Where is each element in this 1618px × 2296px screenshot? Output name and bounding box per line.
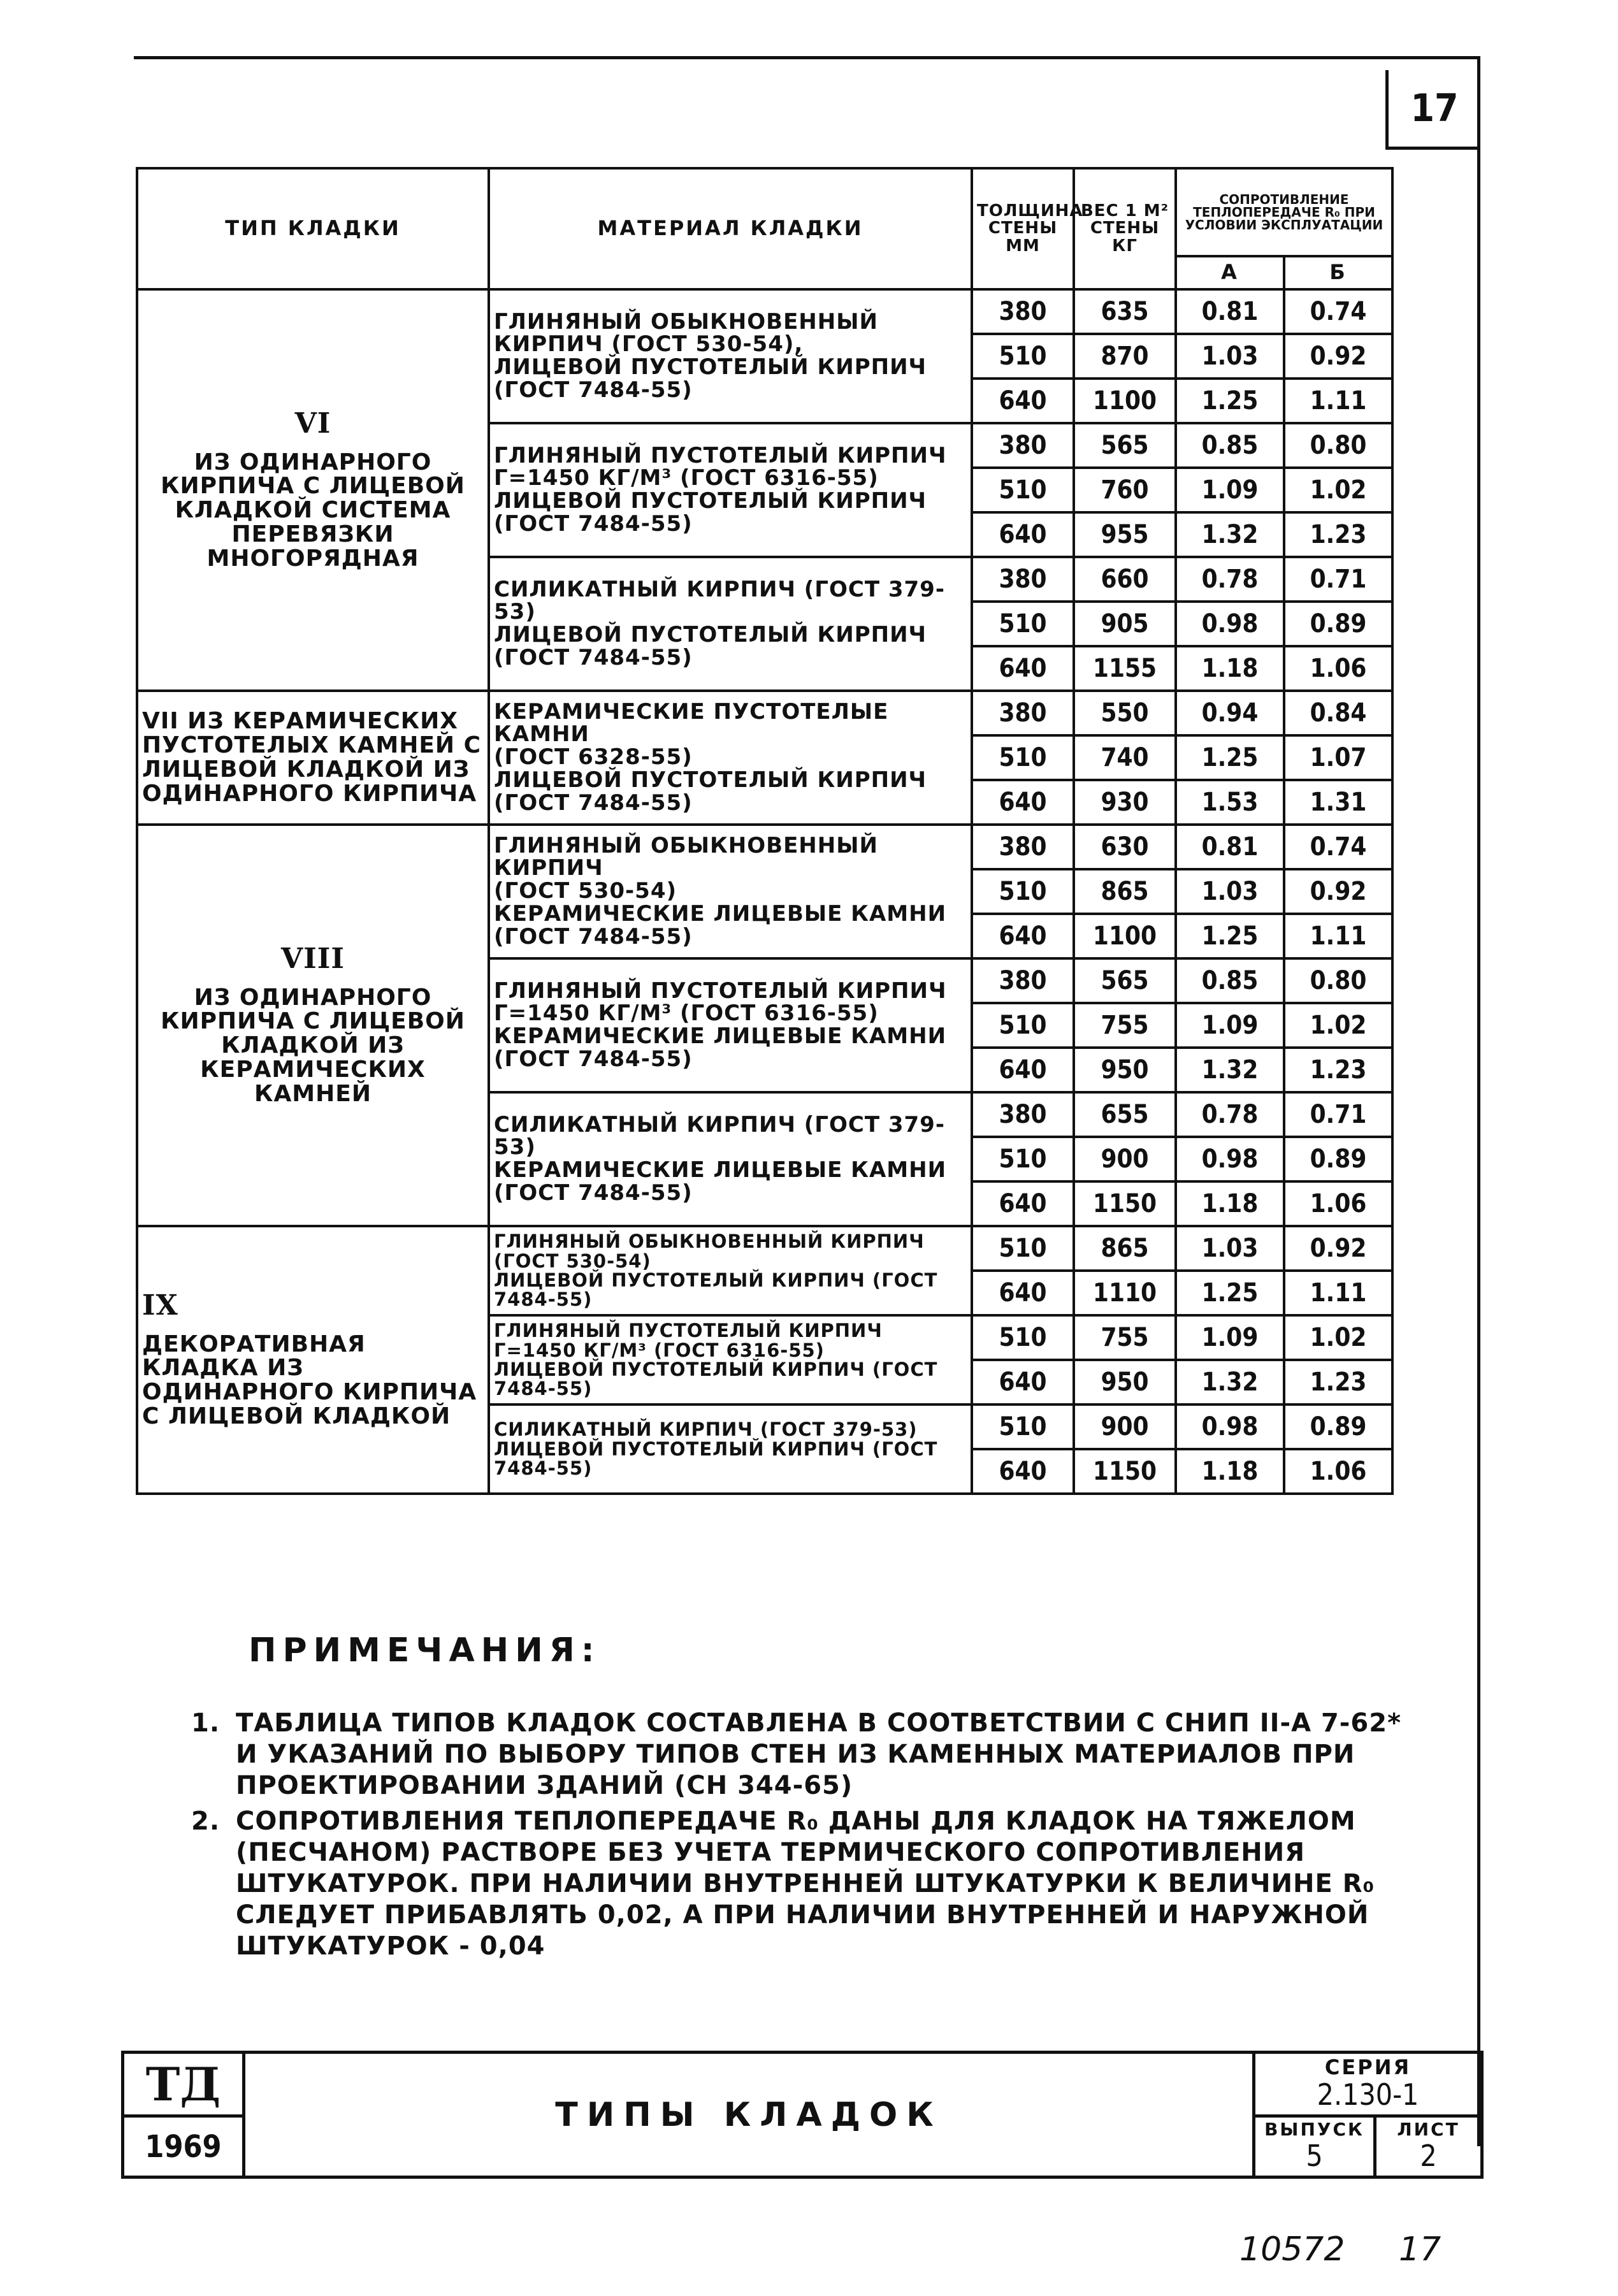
weight-value: 655 <box>1074 1092 1176 1137</box>
note-item <box>191 1708 1402 1801</box>
thickness-value: 640 <box>972 512 1074 557</box>
weight-value: 565 <box>1074 958 1176 1003</box>
resistance-a-value: 0.85 <box>1176 423 1284 468</box>
header-thickness: ТОЛЩИНА СТЕНЫ ММ <box>972 168 1074 289</box>
type-number: IX <box>142 1289 178 1322</box>
note-number: 2. <box>191 1807 220 1837</box>
resistance-a-value: 1.09 <box>1176 1003 1284 1048</box>
thickness-value: 380 <box>972 1092 1074 1137</box>
series-cell <box>1254 2053 1482 2116</box>
sheet-label: ЛИСТ <box>1397 2118 1460 2140</box>
material-cell: ГЛИНЯНЫЙ ОБЫКНОВЕННЫЙ КИРПИЧ (ГОСТ 530-54), ЛИЦЕВОЙ ПУСТОТЕЛЫЙ КИРПИЧ (ГОСТ 7484-55) <box>489 289 972 423</box>
header-type: ТИП КЛАДКИ <box>137 168 489 289</box>
resistance-a-value: 1.09 <box>1176 1315 1284 1360</box>
resistance-a-value: 1.18 <box>1176 646 1284 691</box>
weight-value: 1100 <box>1074 379 1176 423</box>
drawing-title: ТИПЫ КЛАДОК <box>244 2053 1254 2177</box>
resistance-b-value: 1.02 <box>1284 468 1392 512</box>
resistance-b-value: 1.11 <box>1284 914 1392 958</box>
weight-value: 900 <box>1074 1404 1176 1449</box>
weight-value: 865 <box>1074 869 1176 914</box>
resistance-a-value: 0.98 <box>1176 1404 1284 1449</box>
weight-value: 1150 <box>1074 1449 1176 1494</box>
year: 1969 <box>123 2116 244 2177</box>
resistance-a-value: 0.78 <box>1176 557 1284 602</box>
page-number: 17 <box>1385 70 1480 150</box>
sheet-value: 2 <box>1420 2138 1437 2173</box>
resistance-b-value: 1.02 <box>1284 1003 1392 1048</box>
resistance-b-value: 0.89 <box>1284 1137 1392 1181</box>
resistance-a-value: 1.03 <box>1176 869 1284 914</box>
table-row <box>137 691 1392 735</box>
resistance-b-value: 0.74 <box>1284 289 1392 334</box>
weight-value: 950 <box>1074 1360 1176 1404</box>
header-condition-a: А <box>1176 256 1284 289</box>
material-cell: ГЛИНЯНЫЙ ОБЫКНОВЕННЫЙ КИРПИЧ (ГОСТ 530-54) КЕРАМИЧЕСКИЕ ЛИЦЕВЫЕ КАМНИ (ГОСТ 7484-55) <box>489 825 972 958</box>
resistance-a-value: 1.25 <box>1176 914 1284 958</box>
resistance-a-value: 1.32 <box>1176 512 1284 557</box>
resistance-b-value: 1.23 <box>1284 1360 1392 1404</box>
thickness-value: 640 <box>972 379 1074 423</box>
resistance-a-value: 0.78 <box>1176 1092 1284 1137</box>
header-resistance: СОПРОТИВЛЕНИЕ ТЕПЛОПЕРЕДАЧЕ R₀ ПРИ УСЛОВИИ ЭКСПЛУАТАЦИИ <box>1176 168 1392 256</box>
thickness-value: 380 <box>972 289 1074 334</box>
type-description: ИЗ ОДИНАРНОГО КИРПИЧА С ЛИЦЕВОЙ КЛАДКОЙ СИСТЕМА ПЕРЕВЯЗКИ МНОГОРЯДНАЯ <box>161 449 465 572</box>
masonry-types-table <box>136 167 1394 1495</box>
resistance-b-value: 1.31 <box>1284 780 1392 825</box>
frame-top-line <box>134 56 1477 59</box>
resistance-b-value: 0.92 <box>1284 334 1392 379</box>
note-text: СОПРОТИВЛЕНИЯ ТЕПЛОПЕРЕДАЧЕ R₀ ДАНЫ ДЛЯ КЛАДОК НА ТЯЖЕЛОМ (ПЕСЧАНОМ) РАСТВОРЕ БЕЗ УЧЕТА ТЕРМИЧЕСКОГО СОПРОТИВЛЕНИЯ ШТУКАТУРОК. ПРИ НАЛИЧИИ ВНУТРЕННЕЙ ШТУКАТУРКИ К ВЕЛИЧИНЕ R₀ СЛЕДУЕТ ПРИБАВЛЯТЬ 0,02, А ПРИ НАЛИЧИИ ВНУТРЕННЕЙ И НАРУЖНОЙ ШТУКАТУРОК - 0,04 <box>236 1807 1375 1961</box>
material-cell: СИЛИКАТНЫЙ КИРПИЧ (ГОСТ 379-53) ЛИЦЕВОЙ ПУСТОТЕЛЫЙ КИРПИЧ (ГОСТ 7484-55) <box>489 1404 972 1494</box>
issue-cell <box>1254 2116 1375 2177</box>
table-row <box>137 825 1392 869</box>
thickness-value: 380 <box>972 691 1074 735</box>
weight-value: 740 <box>1074 735 1176 780</box>
title-block <box>121 2051 1484 2179</box>
issue-value: 5 <box>1306 2138 1323 2173</box>
table-row <box>137 1226 1392 1271</box>
type-cell-ix <box>137 1226 489 1494</box>
resistance-b-value: 0.84 <box>1284 691 1392 735</box>
weight-value: 755 <box>1074 1003 1176 1048</box>
resistance-b-value: 1.23 <box>1284 1048 1392 1092</box>
notes-title: ПРИМЕЧАНИЯ: <box>249 1631 601 1670</box>
thickness-value: 510 <box>972 334 1074 379</box>
thickness-value: 380 <box>972 825 1074 869</box>
resistance-a-value: 1.18 <box>1176 1449 1284 1494</box>
series-value: 2.130-1 <box>1317 2077 1419 2112</box>
header-condition-b: Б <box>1284 256 1392 289</box>
org-mark: ТД <box>123 2053 244 2116</box>
thickness-value: 640 <box>972 1181 1074 1226</box>
notes-section <box>191 1631 1402 1967</box>
material-cell: СИЛИКАТНЫЙ КИРПИЧ (ГОСТ 379-53) КЕРАМИЧЕСКИЕ ЛИЦЕВЫЕ КАМНИ (ГОСТ 7484-55) <box>489 1092 972 1226</box>
handwritten-page: 17 <box>1399 2230 1441 2269</box>
resistance-b-value: 0.71 <box>1284 557 1392 602</box>
header-material: МАТЕРИАЛ КЛАДКИ <box>489 168 972 289</box>
material-cell: ГЛИНЯНЫЙ ПУСТОТЕЛЫЙ КИРПИЧ Γ=1450 КГ/М³ (ГОСТ 6316-55) ЛИЦЕВОЙ ПУСТОТЕЛЫЙ КИРПИЧ (ГОСТ 7484-55) <box>489 1315 972 1404</box>
material-cell: ГЛИНЯНЫЙ ПУСТОТЕЛЫЙ КИРПИЧ Γ=1450 КГ/М³ (ГОСТ 6316-55) КЕРАМИЧЕСКИЕ ЛИЦЕВЫЕ КАМНИ (ГОСТ 7484-55) <box>489 958 972 1092</box>
sheet-cell <box>1375 2116 1482 2177</box>
resistance-b-value: 1.06 <box>1284 1181 1392 1226</box>
thickness-value: 510 <box>972 1226 1074 1271</box>
weight-value: 900 <box>1074 1137 1176 1181</box>
resistance-a-value: 1.18 <box>1176 1181 1284 1226</box>
thickness-value: 510 <box>972 602 1074 646</box>
thickness-value: 380 <box>972 423 1074 468</box>
resistance-b-value: 1.06 <box>1284 646 1392 691</box>
type-cell-vii: VII ИЗ КЕРАМИЧЕСКИХ ПУСТОТЕЛЫХ КАМНЕЙ С ЛИЦЕВОЙ КЛАДКОЙ ИЗ ОДИНАРНОГО КИРПИЧА <box>137 691 489 825</box>
thickness-value: 640 <box>972 1360 1074 1404</box>
weight-value: 755 <box>1074 1315 1176 1360</box>
resistance-b-value: 1.23 <box>1284 512 1392 557</box>
header-weight: ВЕС 1 М² СТЕНЫ КГ <box>1074 168 1176 289</box>
weight-value: 760 <box>1074 468 1176 512</box>
weight-value: 1155 <box>1074 646 1176 691</box>
resistance-a-value: 0.98 <box>1176 1137 1284 1181</box>
thickness-value: 640 <box>972 1449 1074 1494</box>
resistance-a-value: 1.03 <box>1176 1226 1284 1271</box>
note-number: 1. <box>191 1708 220 1738</box>
resistance-a-value: 0.81 <box>1176 289 1284 334</box>
issue-label: ВЫПУСК <box>1264 2118 1364 2140</box>
resistance-a-value: 0.94 <box>1176 691 1284 735</box>
resistance-b-value: 1.07 <box>1284 735 1392 780</box>
weight-value: 905 <box>1074 602 1176 646</box>
resistance-a-value: 1.32 <box>1176 1048 1284 1092</box>
weight-value: 870 <box>1074 334 1176 379</box>
thickness-value: 640 <box>972 780 1074 825</box>
resistance-b-value: 1.11 <box>1284 1271 1392 1315</box>
resistance-b-value: 0.80 <box>1284 958 1392 1003</box>
type-number: VI <box>294 407 331 440</box>
type-description: ИЗ ОДИНАРНОГО КИРПИЧА С ЛИЦЕВОЙ КЛАДКОЙ ИЗ КЕРАМИЧЕСКИХ КАМНЕЙ <box>161 984 465 1107</box>
weight-value: 1150 <box>1074 1181 1176 1226</box>
series-label: СЕРИЯ <box>1324 2054 1412 2079</box>
resistance-a-value: 1.53 <box>1176 780 1284 825</box>
resistance-b-value: 0.92 <box>1284 869 1392 914</box>
thickness-value: 380 <box>972 557 1074 602</box>
table-row <box>137 289 1392 334</box>
material-cell: КЕРАМИЧЕСКИЕ ПУСТОТЕЛЫЕ КАМНИ (ГОСТ 6328-55) ЛИЦЕВОЙ ПУСТОТЕЛЫЙ КИРПИЧ (ГОСТ 7484-55) <box>489 691 972 825</box>
thickness-value: 640 <box>972 646 1074 691</box>
thickness-value: 510 <box>972 1404 1074 1449</box>
weight-value: 660 <box>1074 557 1176 602</box>
note-item <box>191 1806 1402 1961</box>
resistance-a-value: 0.81 <box>1176 825 1284 869</box>
weight-value: 950 <box>1074 1048 1176 1092</box>
resistance-b-value: 0.74 <box>1284 825 1392 869</box>
weight-value: 955 <box>1074 512 1176 557</box>
resistance-b-value: 0.71 <box>1284 1092 1392 1137</box>
thickness-value: 640 <box>972 1048 1074 1092</box>
thickness-value: 640 <box>972 914 1074 958</box>
resistance-b-value: 0.80 <box>1284 423 1392 468</box>
thickness-value: 510 <box>972 468 1074 512</box>
resistance-b-value: 0.89 <box>1284 602 1392 646</box>
resistance-b-value: 0.89 <box>1284 1404 1392 1449</box>
thickness-value: 640 <box>972 1271 1074 1315</box>
weight-value: 1110 <box>1074 1271 1176 1315</box>
type-number: VIII <box>281 942 345 976</box>
material-cell: ГЛИНЯНЫЙ ОБЫКНОВЕННЫЙ КИРПИЧ (ГОСТ 530-54) ЛИЦЕВОЙ ПУСТОТЕЛЫЙ КИРПИЧ (ГОСТ 7484-55) <box>489 1226 972 1315</box>
material-cell: СИЛИКАТНЫЙ КИРПИЧ (ГОСТ 379-53) ЛИЦЕВОЙ ПУСТОТЕЛЫЙ КИРПИЧ (ГОСТ 7484-55) <box>489 557 972 691</box>
weight-value: 565 <box>1074 423 1176 468</box>
type-cell-vi <box>137 289 489 691</box>
weight-value: 1100 <box>1074 914 1176 958</box>
thickness-value: 510 <box>972 1137 1074 1181</box>
thickness-value: 510 <box>972 735 1074 780</box>
weight-value: 630 <box>1074 825 1176 869</box>
resistance-a-value: 1.25 <box>1176 735 1284 780</box>
handwritten-code: 10572 <box>1239 2230 1345 2269</box>
resistance-a-value: 1.09 <box>1176 468 1284 512</box>
type-description: ДЕКОРАТИВНАЯ КЛАДКА ИЗ ОДИНАРНОГО КИРПИЧА С ЛИЦЕВОЙ КЛАДКОЙ <box>142 1331 477 1429</box>
resistance-a-value: 0.85 <box>1176 958 1284 1003</box>
resistance-b-value: 1.02 <box>1284 1315 1392 1360</box>
resistance-a-value: 1.25 <box>1176 379 1284 423</box>
note-text: ТАБЛИЦА ТИПОВ КЛАДОК СОСТАВЛЕНА В СООТВЕТСТВИИ С СНИП II-А 7-62* И УКАЗАНИЙ ПО ВЫБОРУ ТИПОВ СТЕН ИЗ КАМЕННЫХ МАТЕРИАЛОВ ПРИ ПРОЕКТИРОВАНИИ ЗДАНИЙ (СН 344-65) <box>236 1708 1401 1800</box>
resistance-b-value: 0.92 <box>1284 1226 1392 1271</box>
frame-right-line <box>1477 56 1480 2146</box>
thickness-value: 510 <box>972 869 1074 914</box>
resistance-a-value: 0.98 <box>1176 602 1284 646</box>
thickness-value: 380 <box>972 958 1074 1003</box>
thickness-value: 510 <box>972 1003 1074 1048</box>
resistance-b-value: 1.11 <box>1284 379 1392 423</box>
weight-value: 635 <box>1074 289 1176 334</box>
resistance-a-value: 1.25 <box>1176 1271 1284 1315</box>
weight-value: 930 <box>1074 780 1176 825</box>
resistance-a-value: 1.03 <box>1176 334 1284 379</box>
weight-value: 550 <box>1074 691 1176 735</box>
thickness-value: 510 <box>972 1315 1074 1360</box>
weight-value: 865 <box>1074 1226 1176 1271</box>
type-cell-viii <box>137 825 489 1226</box>
material-cell: ГЛИНЯНЫЙ ПУСТОТЕЛЫЙ КИРПИЧ Γ=1450 КГ/М³ (ГОСТ 6316-55) ЛИЦЕВОЙ ПУСТОТЕЛЫЙ КИРПИЧ (ГОСТ 7484-55) <box>489 423 972 557</box>
resistance-a-value: 1.32 <box>1176 1360 1284 1404</box>
resistance-b-value: 1.06 <box>1284 1449 1392 1494</box>
